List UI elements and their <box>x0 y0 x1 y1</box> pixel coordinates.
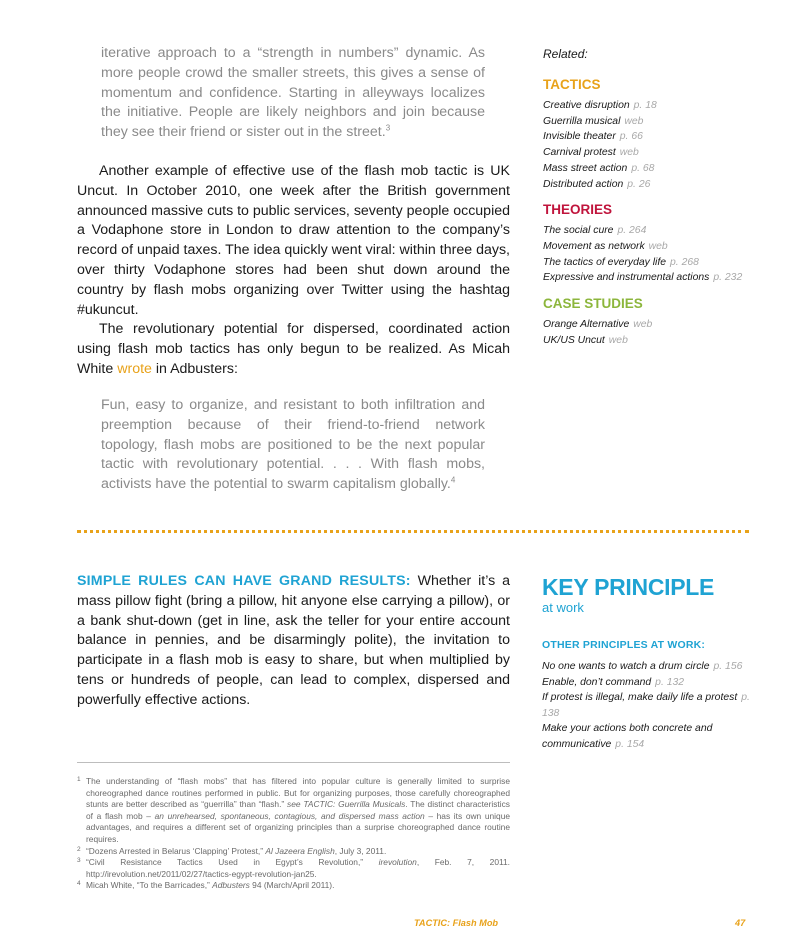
other-principle-item[interactable] <box>542 659 752 675</box>
sidebar-heading-tactics: TACTICS <box>543 77 601 92</box>
sidebar-heading-case-studies: CASE STUDIES <box>543 296 643 312</box>
other-principle-item[interactable] <box>542 721 752 752</box>
related-item[interactable] <box>543 270 748 286</box>
principle-lead: SIMPLE RULES CAN HAVE GRAND RESULTS: <box>77 573 411 589</box>
related-item-ref: p. 232 <box>713 272 743 284</box>
block-quote-bottom <box>101 396 485 495</box>
other-principle-label: Enable, don’t command <box>542 676 652 688</box>
related-item-label: The social cure <box>543 225 614 237</box>
footnote-2 <box>77 846 510 858</box>
footnote-text: irevolution <box>378 857 417 868</box>
related-item-ref: web <box>619 147 639 159</box>
footnote-text: The understanding of “flash mobs” that has filtered into popular culture is generally limited to surprise choreographed dance routines performed in public. But for organizing purposes, those carefully choreographed stunts are better described as “guerrilla” than “flash.” <box>86 776 510 810</box>
related-item[interactable] <box>543 333 748 349</box>
body-paragraph-2: The revolutionary potential for dispersed, coordinated action using flash mob tactics has only begun to be realized. As Micah White wrote in Adbusters: <box>77 321 510 377</box>
footnote-text: see TACTIC: Guerrilla Musicals <box>287 799 406 810</box>
footnote-number: 1 <box>77 776 81 783</box>
other-principle-ref: p. 138 <box>542 692 750 719</box>
related-item[interactable] <box>543 98 748 114</box>
footnote-text: , Feb. 7, 2011. http://irevolution.net/2011/02/27/tactics-egypt-revolution-jan25. <box>86 857 511 879</box>
related-item-ref: p. 264 <box>617 225 647 237</box>
page-number: 47 <box>735 918 746 928</box>
related-item-label: The tactics of everyday life <box>543 256 667 268</box>
related-item-ref: web <box>648 240 668 252</box>
other-principle-label: No one wants to watch a drum circle <box>542 661 710 672</box>
related-label: Related: <box>543 47 588 61</box>
key-principle-title: KEY PRINCIPLE <box>542 574 715 600</box>
related-item-ref: web <box>633 319 653 331</box>
other-principle-ref: p. 132 <box>655 676 685 688</box>
related-item[interactable] <box>543 317 748 333</box>
other-principle-label: Make your actions both concrete and communicative <box>542 723 713 750</box>
footnote-number: 4 <box>77 880 81 888</box>
footnote-text: 94 (March/April 2011). <box>249 880 335 891</box>
footnote-number: 2 <box>77 845 81 853</box>
related-item-ref: p. 66 <box>619 131 643 143</box>
footnote-text: Adbusters <box>212 880 250 891</box>
related-item-label: UK/US Uncut <box>543 334 605 346</box>
section-divider <box>77 530 749 533</box>
related-item[interactable] <box>543 161 748 177</box>
footnote-text: , July 3, 2011. <box>334 845 387 856</box>
related-item-ref: p. 268 <box>670 256 699 268</box>
related-item[interactable] <box>543 145 748 161</box>
footnote-4 <box>77 880 510 892</box>
related-item-label: Expressive and instrumental actions <box>543 272 710 284</box>
block-quote-top-text: iterative approach to a “strength in numbers” dynamic. As more people crowd the smaller streets, this gives a sense of momentum and confidence. Starting in alleyways localizes the initiative. People are likely neighbors and join because they see their friend or sister out in the street. <box>101 45 485 141</box>
other-principle-label: If protest is illegal, make daily life a protest <box>542 692 738 703</box>
related-item-label: Mass street action <box>543 162 628 174</box>
body-text <box>77 162 510 380</box>
related-item[interactable] <box>543 114 748 130</box>
related-item-label: Orange Alternative <box>543 319 630 331</box>
related-item-ref: p. 18 <box>633 100 657 111</box>
footnote-text: . The distinct characteristics of a flash mob – <box>86 799 510 821</box>
footer-section-label: TACTIC: Flash Mob <box>414 918 499 928</box>
related-item-ref: web <box>608 334 628 346</box>
principle-paragraph <box>77 572 510 711</box>
footnote-text: Al Jazeera English <box>265 845 335 856</box>
related-item[interactable] <box>543 177 748 193</box>
related-item[interactable] <box>543 255 748 271</box>
other-principles-list <box>542 659 752 752</box>
related-item-label: Creative disruption <box>543 100 630 111</box>
other-principle-ref: p. 156 <box>713 661 743 672</box>
other-principle-ref: p. 154 <box>615 738 645 750</box>
principle-text: Whether it’s a mass pillow fight (bring a pillow, hit anyone else carrying a pillow), or a bank shut-down (get in line, ask the teller for your entire account balance in pennies, and be disarmingly polite), the invitation to participate in a flash mob is easy to share, but when multiplied by tens or hundreds of people, can lead to complex, dispersed and powerfully effective actions. <box>77 573 511 708</box>
wrote-link[interactable]: wrote <box>117 360 152 377</box>
related-item-label: Guerrilla musical <box>543 115 621 127</box>
footnotes <box>77 776 510 892</box>
key-principle-subtitle: at work <box>542 600 584 615</box>
related-item-ref: p. 26 <box>627 178 651 190</box>
footnote-number: 3 <box>77 857 81 865</box>
other-principle-item[interactable] <box>542 690 752 721</box>
footnote-3 <box>77 857 510 880</box>
related-item[interactable] <box>543 223 748 239</box>
related-sidebar <box>543 46 748 348</box>
footnote-ref-4[interactable]: 4 <box>450 475 456 485</box>
footnote-text: an unrehearsed, spontaneous, contagious, and dispersed mass action <box>154 810 425 821</box>
related-item-label: Movement as network <box>543 240 645 252</box>
related-item-label: Invisible theater <box>543 131 616 143</box>
footnote-text: – has its own unique advantages, and requires a different set of organizing principles than a surprise choreographed dance routine requires. <box>86 810 511 844</box>
related-item-label: Carnival protest <box>543 147 616 159</box>
sidebar-heading-theories: THEORIES <box>543 202 613 218</box>
key-principle-box <box>542 574 752 752</box>
related-item-ref: web <box>624 115 644 127</box>
related-item-label: Distributed action <box>543 178 624 190</box>
body-paragraph-1: Another example of effective use of the flash mob tactic is UK Uncut. In October 2010, one week after the British government announced massive cuts to public services, seventy people occupied a Vodaphone store in London to draw attention to the company’s record of unpaid taxes. The idea quickly went viral: within three days, over thirty Vodaphone stores had been shut down around the country by flash mobs organizing over Twitter using the hashtag #ukuncut. <box>77 163 510 318</box>
related-item[interactable] <box>543 129 748 145</box>
related-item[interactable] <box>543 239 748 255</box>
footnote-text: “Civil Resistance Tactics Used in Egypt’s Revolution,” <box>86 857 379 868</box>
footnotes-rule <box>77 762 510 763</box>
footnote-ref-3[interactable]: 3 <box>385 123 391 133</box>
block-quote-top <box>101 44 485 143</box>
footnote-text: “Dozens Arrested in Belarus ‘Clapping’ Protest,” <box>86 845 266 856</box>
footnote-text: Micah White, “To the Barricades,” <box>86 880 213 891</box>
related-item-ref: p. 68 <box>631 162 655 174</box>
other-principles-label: OTHER PRINCIPLES AT WORK: <box>542 639 706 651</box>
other-principle-item[interactable] <box>542 675 752 691</box>
footnote-1 <box>77 776 510 846</box>
block-quote-bottom-text: Fun, easy to organize, and resistant to both infiltration and preemption because of their friend-to-friend network topology, flash mobs are positioned to be the next popular tactic with revolutionary potential. . . . With flash mobs, activists have the potential to swarm capitalism globally. <box>101 397 485 493</box>
